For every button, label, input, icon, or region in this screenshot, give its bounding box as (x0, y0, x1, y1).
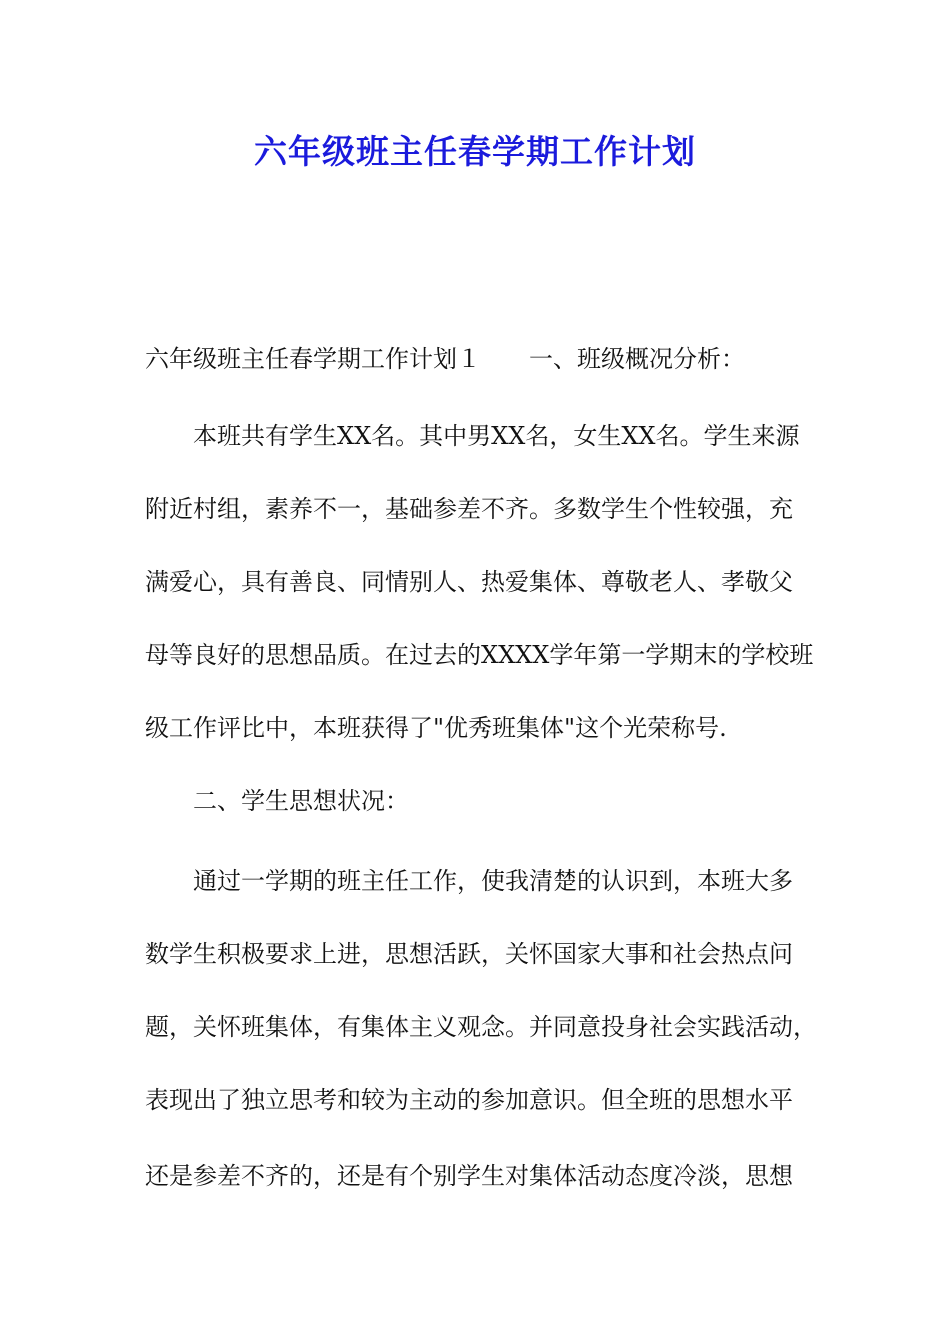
section-heading: 二、学生思想状况： (193, 787, 409, 815)
body-line: 题，关怀班集体，有集体主义观念。并同意投身社会实践活动， (145, 1013, 817, 1041)
body-line: 表现出了独立思考和较为主动的参加意识。但全班的思想水平 (145, 1086, 793, 1114)
body-line: 数学生积极要求上进，思想活跃，关怀国家大事和社会热点问 (145, 940, 793, 968)
body-line: 级工作评比中，本班获得了"优秀班集体"这个光荣称号. (145, 714, 727, 742)
body-line: 母等良好的思想品质。在过去的XXXX学年第一学期末的学校班 (145, 641, 814, 669)
body-line: 通过一学期的班主任工作，使我清楚的认识到，本班大多 (193, 867, 793, 895)
body-line: 六年级班主任春学期工作计划１ 一、班级概况分析： (145, 345, 745, 373)
body-line: 附近村组，素养不一，基础参差不齐。多数学生个性较强，充 (145, 495, 793, 523)
body-line: 还是参差不齐的，还是有个别学生对集体活动态度冷淡，思想 (145, 1162, 793, 1190)
document-title: 六年级班主任春学期工作计划 (254, 132, 696, 171)
body-line: 满爱心，具有善良、同情别人、热爱集体、尊敬老人、孝敬父 (145, 568, 793, 596)
body-line: 本班共有学生XX名。其中男XX名，女生XX名。学生来源 (193, 422, 800, 450)
